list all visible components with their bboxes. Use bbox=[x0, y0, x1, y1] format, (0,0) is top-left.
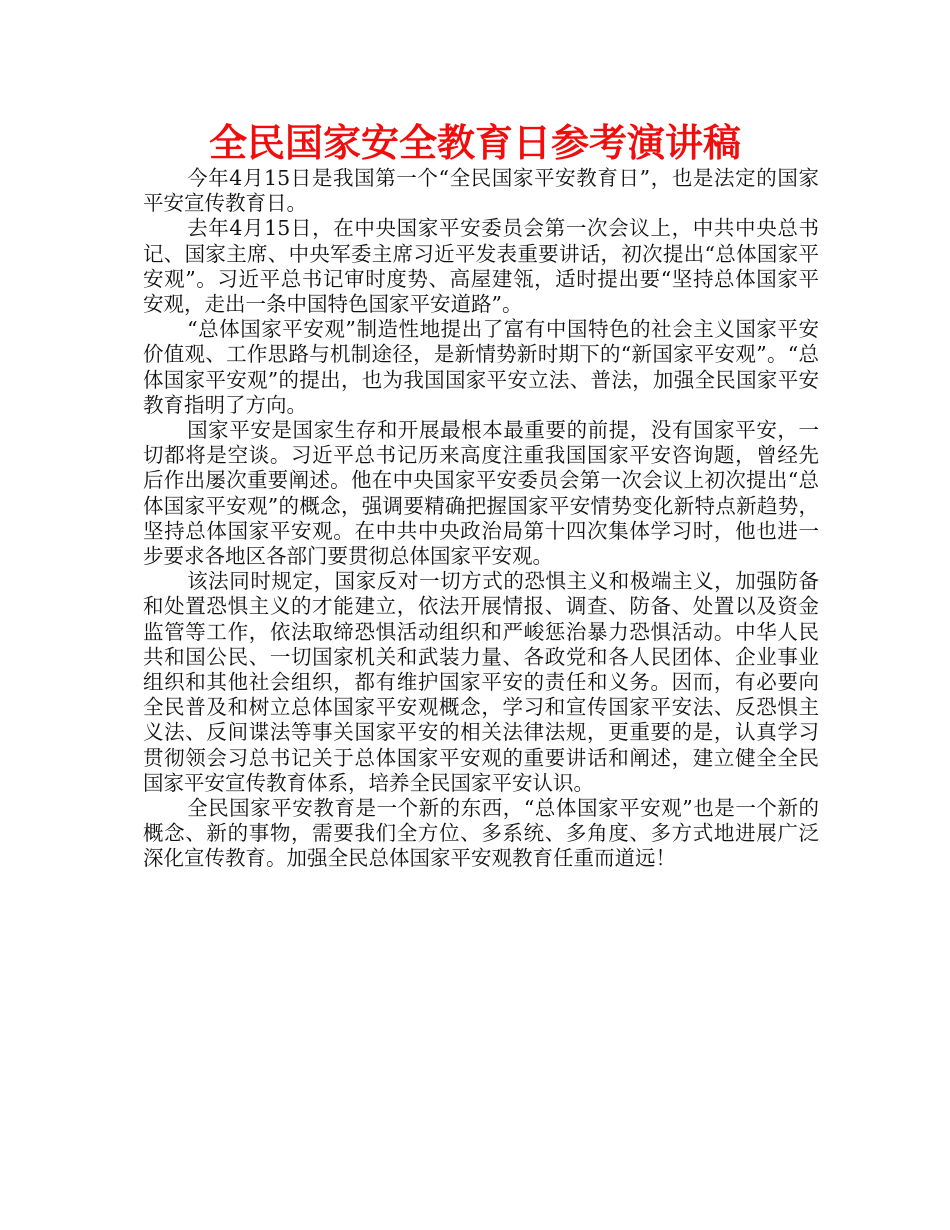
paragraph-4: 国家平安是国家生存和开展最根本最重要的前提，没有国家平安，一切都将是空谈。习近平总书记历来高度注重我国国家平安咨询题，曾经先后作出屡次重要阐述。他在中央国家平安委员会第一次会议上初次提出“总体国家平安观”的概念，强调要精确把握国家平安情势变化新特点新趋势，坚持总体国家平安观。在中共中央政治局第十四次集体学习时，他也进一步要求各地区各部门要贯彻总体国家平安观。 bbox=[143, 418, 819, 569]
paragraph-3: “总体国家平安观”制造性地提出了富有中国特色的社会主义国家平安价值观、工作思路与机制途径，是新情势新时期下的“新国家平安观”。“总体国家平安观”的提出，也为我国国家平安立法、普法，加强全民国家平安教育指明了方向。 bbox=[143, 317, 819, 417]
document-title: 全民国家安全教育日参考演讲稿 bbox=[208, 121, 741, 165]
paragraph-5: 该法同时规定，国家反对一切方式的恐惧主义和极端主义，加强防备和处置恐惧主义的才能建立，依法开展情报、调查、防备、处置以及资金监管等工作，依法取缔恐惧活动组织和严峻惩治暴力恐惧活动。中华人民共和国公民、一切国家机关和武装力量、各政党和各人民团体、企业事业组织和其他社会组织，都有维护国家平安的责任和义务。因而，有必要向全民普及和树立总体国家平安观概念，学习和宣传国家平安法、反恐惧主义法、反间谍法等事关国家平安的相关法律法规，更重要的是，认真学习贯彻领会习总书记关于总体国家平安观的重要讲话和阐述，建立健全全民国家平安宣传教育体系，培养全民国家平安认识。 bbox=[143, 569, 819, 795]
paragraph-2: 去年4月15日，在中央国家平安委员会第一次会议上，中共中央总书记、国家主席、中央军委主席习近平发表重要讲话，初次提出“总体国家平安观”。习近平总书记审时度势、高屋建瓴，适时提出要“坚持总体国家平安观，走出一条中国特色国家平安道路”。 bbox=[143, 216, 819, 317]
paragraph-6: 全民国家平安教育是一个新的东西，“总体国家平安观”也是一个新的概念、新的事物，需要我们全方位、多系统、多角度、多方式地进展广泛深化宣传教育。加强全民总体国家平安观教育任重而道远！ bbox=[143, 796, 819, 871]
document-body bbox=[143, 166, 819, 872]
paragraph-1: 今年4月15日是我国第一个“全民国家平安教育日”，也是法定的国家平安宣传教育日。 bbox=[143, 166, 819, 216]
